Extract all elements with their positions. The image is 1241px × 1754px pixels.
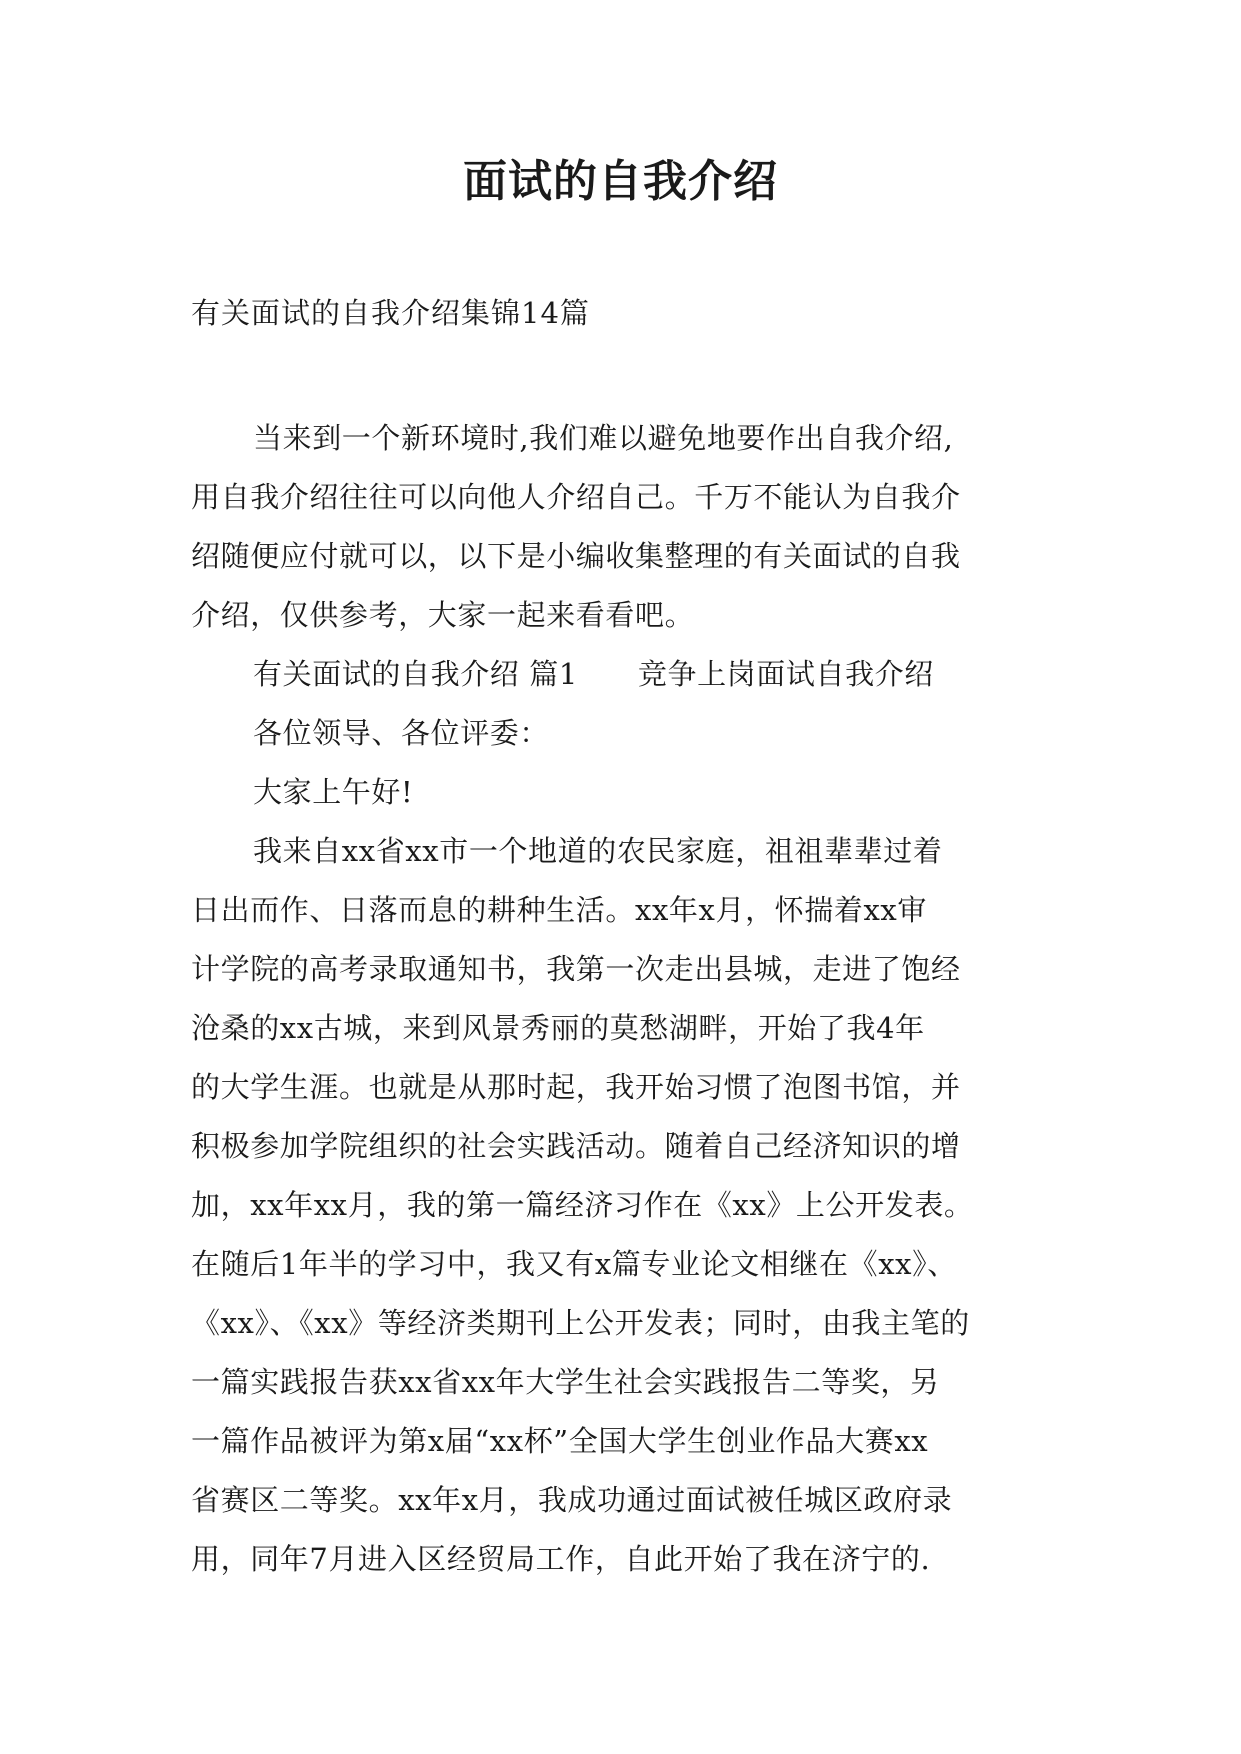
- body-line: 积极参加学院组织的社会实践活动。随着自己经济知识的增: [191, 1129, 961, 1163]
- greeting: 大家上午好!: [253, 775, 414, 809]
- body-line: 我来自xx省xx市一个地道的农民家庭，祖祖辈辈过着: [253, 834, 943, 868]
- intro-line: 用自我介绍往往可以向他人介绍自己。千万不能认为自我介: [191, 480, 961, 514]
- body-line: 的大学生涯。也就是从那时起，我开始习惯了泡图书馆，并: [191, 1070, 961, 1104]
- body-line: 省赛区二等奖。xx年x月，我成功通过面试被任城区政府录: [191, 1483, 953, 1517]
- salutation: 各位领导、各位评委：: [253, 716, 550, 750]
- section-heading-line: [191, 645, 1091, 704]
- body-line: 用，同年7月进入区经贸局工作，自此开始了我在济宁的.: [191, 1542, 931, 1576]
- document-subtitle: 有关面试的自我介绍集锦14篇: [191, 296, 590, 330]
- document-title: 面试的自我介绍: [463, 156, 778, 207]
- body-line: 在随后1年半的学习中，我又有x篇专业论文相继在《xx》、: [191, 1247, 957, 1281]
- body-line: 加，xx年xx月，我的第一篇经济习作在《xx》上公开发表。: [191, 1188, 974, 1222]
- intro-line: 介绍，仅供参考，大家一起来看看吧。: [191, 598, 695, 632]
- body-line: 日出而作、日落而息的耕种生活。xx年x月，怀揣着xx审: [191, 893, 927, 927]
- document-body: [191, 409, 1091, 1589]
- section-heading: 有关面试的自我介绍 篇1: [253, 657, 578, 691]
- intro-line: 当来到一个新环境时,我们难以避免地要作出自我介绍,: [253, 421, 954, 455]
- body-line: 一篇作品被评为第x届“xx杯”全国大学生创业作品大赛xx: [191, 1424, 929, 1458]
- body-line: 《xx》、《xx》等经济类期刊上公开发表；同时，由我主笔的: [191, 1306, 970, 1340]
- body-line: 一篇实践报告获xx省xx年大学生社会实践报告二等奖，另: [191, 1365, 940, 1399]
- intro-line: 绍随便应付就可以，以下是小编收集整理的有关面试的自我: [191, 539, 961, 573]
- section-subheading: 竞争上岗面试自我介绍: [637, 657, 934, 691]
- body-line: 沧桑的xx古城，来到风景秀丽的莫愁湖畔，开始了我4年: [191, 1011, 925, 1045]
- body-line: 计学院的高考录取通知书，我第一次走出县城，走进了饱经: [191, 952, 961, 986]
